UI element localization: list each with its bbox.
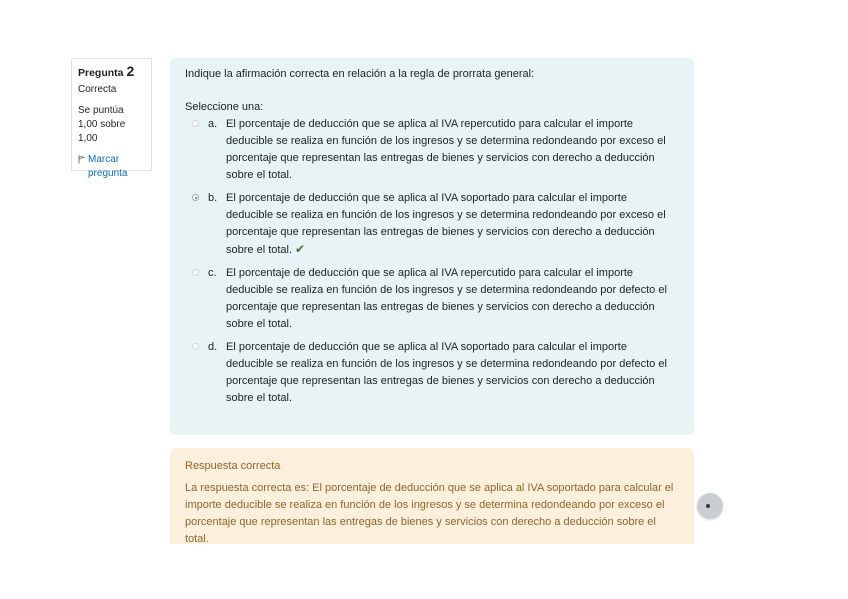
flag-question-label[interactable]: Marcar pregunta [88, 154, 128, 179]
question-formulation [170, 58, 694, 435]
answer-prompt: Seleccione una: [185, 101, 264, 113]
question-number: 2 [126, 63, 135, 79]
answer-option-d[interactable] [185, 339, 679, 407]
question-state: Correcta [78, 84, 117, 95]
answer-text[interactable]: El porcentaje de deducción que se aplica al IVA repercutido para calcular el importe deducible se realiza en función de los ingresos y se determina redondeando por defecto el porcentaje que representan las entregas de bienes y servicios con derecho a deducción sobre el total. [226, 267, 667, 330]
answer-letter: d. [208, 341, 218, 353]
feedback-panel [170, 448, 694, 544]
flag-icon [78, 155, 85, 164]
flag-question-link[interactable] [78, 153, 145, 181]
answer-text-with-mark[interactable] [226, 190, 673, 259]
drawer-toggle-icon [706, 504, 710, 508]
answer-radio-c[interactable] [192, 269, 199, 276]
answer-radio-d[interactable] [192, 343, 199, 350]
drawer-toggle-button[interactable] [697, 493, 723, 519]
answer-radio-a[interactable] [192, 120, 199, 127]
check-icon: ✔ [295, 242, 306, 256]
answer-letter: b. [208, 192, 218, 204]
question-label: Pregunta [78, 67, 124, 79]
answer-option-b[interactable] [185, 190, 679, 259]
feedback-text: La respuesta correcta es: El porcentaje de deducción que se aplica al IVA soportado para calcular el importe deducible se realiza en función de los ingresos y se determina redondeando por exceso el porcentaje que representan las entregas de bienes y servicios con derecho a deducción sobre el total. [185, 482, 674, 544]
feedback-title: Respuesta correcta [185, 460, 281, 472]
answer-text: El porcentaje de deducción que se aplica al IVA soportado para calcular el importe deducible se realiza en función de los ingresos y se determina redondeando por exceso el porcentaje que representan las entregas de bienes y servicios con derecho a deducción sobre el total. [226, 192, 666, 256]
answer-option-c[interactable] [185, 265, 679, 333]
question-text: Indique la afirmación correcta en relación a la regla de prorrata general: [185, 68, 535, 80]
answer-letter: a. [208, 118, 218, 130]
answer-option-a[interactable] [185, 116, 679, 184]
answer-list [185, 116, 679, 407]
answer-text[interactable]: El porcentaje de deducción que se aplica al IVA soportado para calcular el importe deducible se realiza en función de los ingresos y se determina redondeando por defecto el porcentaje que representan las entregas de bienes y servicios con derecho a deducción sobre el total. [226, 341, 667, 404]
answer-text[interactable]: El porcentaje de deducción que se aplica al IVA repercutido para calcular el importe deducible se realiza en función de los ingresos y se determina redondeando por exceso el porcentaje que representan las entregas de bienes y servicios con derecho a deducción sobre el total. [226, 118, 666, 181]
question-number-heading [78, 64, 145, 80]
question-grade: Se puntúa 1,00 sobre 1,00 [78, 105, 126, 144]
answer-radio-b[interactable] [192, 194, 199, 201]
answer-letter: c. [208, 267, 217, 279]
question-info [71, 58, 152, 179]
